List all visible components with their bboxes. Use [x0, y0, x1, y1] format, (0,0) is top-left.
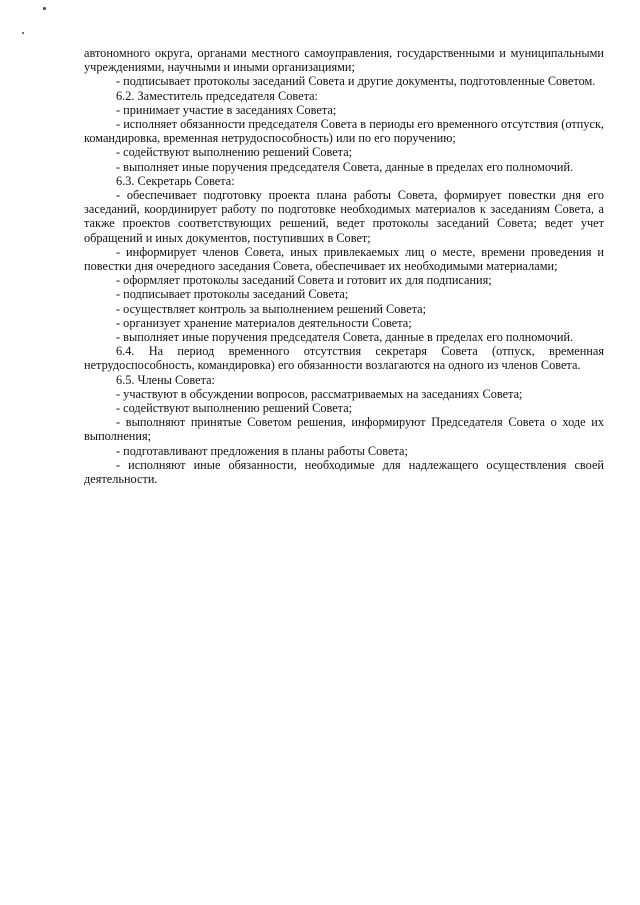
- paragraph-continuation: автономного округа, органами местного самоуправления, государственными и муниципальными учреждениями, научными и иными организациями;: [84, 46, 604, 75]
- document-body: [84, 46, 604, 486]
- section-heading-6-2: 6.2. Заместитель председателя Совета:: [116, 88, 318, 103]
- list-item: - организует хранение материалов деятельности Совета;: [116, 315, 412, 330]
- list-item: - информирует членов Совета, иных привлекаемых лиц о месте, времени проведения и повестки дня очередного заседания Совета, обеспечивает их необходимыми материалами;: [84, 244, 604, 274]
- list-item: - оформляет протоколы заседаний Совета и готовит их для подписания;: [116, 273, 492, 288]
- list-item: - обеспечивает подготовку проекта плана работы Совета, формирует повестки дня его заседаний, координирует работу по подготовке необходимых материалов к заседаниям Совета, а также проектов соответствующих решений, ведет протоколы заседаний Совета; ведет учет обращений и иных документов, поступивших в Совет;: [84, 188, 604, 245]
- list-item: - выполняет иные поручения председателя Совета, данные в пределах его полномочий.: [116, 330, 574, 345]
- list-item: - подготавливают предложения в планы работы Совета;: [116, 443, 408, 458]
- list-item: - принимает участие в заседаниях Совета;: [116, 102, 337, 117]
- list-item: - подписывает протоколы заседаний Совета;: [116, 287, 349, 302]
- list-item: - подписывает протоколы заседаний Совета и другие документы, подготовленные Советом.: [116, 74, 596, 89]
- list-item: - исполняет обязанности председателя Совета в периоды его временного отсутствия (отпуск, командировка, временная нетрудоспособность) или по его поручению;: [84, 117, 604, 146]
- list-item: - исполняют иные обязанности, необходимые для надлежащего осуществления своей деятельности.: [84, 457, 604, 487]
- list-item: - выполняет иные поручения председателя Совета, данные в пределах его полномочий.: [116, 159, 574, 174]
- section-paragraph-6-4: 6.4. На период временного отсутствия секретаря Совета (отпуск, временная нетрудоспособность, командировка) его обязанности возлагаются на одного из членов Совета.: [84, 344, 604, 373]
- list-item: - осуществляет контроль за выполнением решений Совета;: [116, 301, 426, 316]
- list-item: - содействуют выполнению решений Совета;: [116, 401, 353, 416]
- section-heading-6-3: 6.3. Секретарь Совета:: [116, 173, 235, 188]
- section-heading-6-5: 6.5. Члены Совета:: [116, 372, 215, 387]
- scan-speck: [22, 32, 24, 34]
- list-item: - участвуют в обсуждении вопросов, рассматриваемых на заседаниях Совета;: [116, 386, 523, 401]
- scan-speck: [43, 7, 46, 10]
- list-item: - содействуют выполнению решений Совета;: [116, 145, 353, 160]
- list-item: - выполняют принятые Советом решения, информируют Председателя Совета о ходе их выполнения;: [84, 415, 604, 444]
